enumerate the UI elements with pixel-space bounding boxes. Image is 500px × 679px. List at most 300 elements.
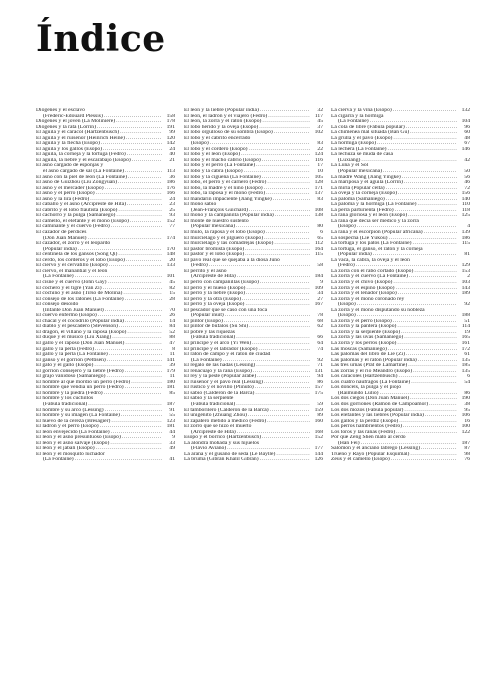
entry-title: Salomón y el anciano labrego (Lessing)	[331, 446, 421, 452]
entry-title: El león y el jabalí (Esopo)	[36, 446, 95, 452]
page-number: 70	[169, 307, 175, 313]
index-entry	[36, 269, 175, 280]
page-number: 42	[464, 157, 470, 163]
page-number: 122	[461, 429, 470, 435]
entry-title: El pavo real que se quejaba a la diosa Juno	[184, 257, 280, 263]
page-number: 153	[461, 268, 470, 274]
page-number: 15	[169, 291, 175, 297]
entry-title: El zorro que se hizo el muerto	[184, 424, 252, 430]
dot-leader	[393, 108, 457, 114]
page-number: 65	[317, 235, 323, 241]
page-number: 115	[314, 252, 323, 258]
page-number: 50	[464, 169, 470, 175]
page-number: 174	[166, 235, 175, 241]
entry-title: La mirla (Popular celta)	[331, 185, 385, 191]
entry-title: La mariposa y el águila (Lorrin)	[331, 180, 403, 186]
page-number: 108	[314, 207, 323, 213]
entry-title: La cigarra y la hormiga	[331, 113, 384, 119]
entry-title: El hombre y la piedra (Fedro)	[36, 390, 103, 396]
entry-title: El águila y el ruiseñor (Heinrich Heine)	[36, 135, 125, 141]
entry-title: El cazador de perdices	[36, 230, 87, 236]
entry-title: La Luna y el Sol	[331, 163, 369, 169]
entry-title: El águila, la corneja y la tortuga (Fedro)	[36, 152, 126, 158]
entry-title: La zorra y los perros (Esopo)	[331, 340, 397, 346]
entry-title: (La Fontaine)	[43, 274, 74, 280]
index-entry	[36, 241, 175, 252]
entry-title: El ciervo, el manantial y el león	[36, 268, 108, 274]
index-entry	[184, 330, 323, 341]
entry-title: El consejo de los ratones (La Fontaine)	[36, 296, 124, 302]
index-entry-line	[331, 457, 470, 463]
entry-title: El monte de nuestro sustento	[184, 218, 249, 224]
dot-leader	[260, 457, 310, 463]
page-number: 25	[169, 207, 175, 213]
page-number: 185	[461, 363, 470, 369]
dot-leader	[273, 197, 310, 203]
entry-title: El gallo y el raposo (Don Juan Manuel)	[36, 340, 125, 346]
page-number: 20	[169, 257, 175, 263]
page-number: 62	[317, 324, 323, 330]
entry-title: El centinela de los gansos (Song Qi)	[36, 252, 118, 258]
page-number: 27	[317, 296, 323, 302]
page-number: 181	[166, 385, 175, 391]
page-number: 45	[317, 119, 323, 125]
page-number: 181	[166, 424, 175, 430]
entry-title: El cabrito y el lobo flautista (Esopo)	[36, 207, 118, 213]
entry-title: (Frédéric-Édouard Plessis)	[43, 113, 103, 119]
entry-title: (Popular india)	[43, 246, 77, 252]
entry-title: La zorra y la pantera (Esopo)	[331, 324, 397, 330]
entry-title: El hombre y los cuchillos	[36, 396, 94, 402]
entry-title: (Luxiang)	[338, 157, 361, 163]
entry-title: La rana gloriosa y el león (Esopo)	[331, 213, 408, 219]
index-entry-line	[184, 457, 323, 463]
entry-title: El príncipe y el arco (Yi Wen)	[184, 340, 252, 346]
entry-title: (Arcipreste de Hita)	[191, 429, 236, 435]
page-number: 61	[464, 352, 470, 358]
entry-title: El ladrón y el perro (Esopo)	[36, 424, 99, 430]
index-entry	[36, 302, 175, 313]
entry-title: (Esopo)	[338, 313, 356, 319]
entry-title: El perro y la liebre (Esopo)	[184, 291, 246, 297]
index-entry	[331, 219, 470, 230]
entry-title: El perro y la oveja (Esopo)	[184, 302, 245, 308]
page-number: 103	[461, 279, 470, 285]
entry-title: El rey y la peste (Popular árabe)	[184, 374, 257, 380]
entry-title: (Raimundo Lulio)	[338, 390, 379, 396]
entry-title: El zapatero metido a médico (Fedro)	[184, 418, 267, 424]
page-number: 11	[169, 352, 175, 358]
page-number: 156	[461, 191, 470, 197]
entry-title: El lobo y la cabra (Esopo)	[184, 169, 243, 175]
entry-title: El rústico y el novillo (Plinuto)	[184, 385, 254, 391]
page-number: 93	[169, 213, 175, 219]
entry-title: La grulla y el pavo (Esopo)	[331, 135, 393, 141]
page-number: 59	[317, 401, 323, 407]
page-number: 166	[166, 191, 175, 197]
entry-title: (Esopo)	[191, 141, 209, 147]
entry-title: La sospecha (Lie Yükou)	[331, 235, 388, 241]
entry-title: El perro y el hueso (Esopo)	[184, 285, 246, 291]
entry-title: La zorra y el mono coronado rey	[331, 296, 405, 302]
entry-title: El cazador, el zorro y el leopardo	[36, 241, 111, 247]
page-number: 165	[461, 335, 470, 341]
page-number: 110	[461, 202, 470, 208]
index-entry	[184, 424, 323, 435]
entry-title: El caballo y el asno (Arcipreste de Hita)	[36, 202, 126, 208]
page-number: 188	[461, 313, 470, 319]
page-number: 170	[166, 246, 175, 252]
entry-title: El perro con campanillas (Esopo)	[184, 279, 259, 285]
entry-title: El león y el asno presuntuoso (Esopo)	[36, 435, 121, 441]
page-number: 6	[467, 374, 470, 380]
entry-title: El asno con la piel de león (La Fontaine)	[36, 174, 128, 180]
entry-title: El sabio (Calderón de la Barca)	[184, 390, 255, 396]
page-number: 142	[166, 141, 175, 147]
entry-title: El perro y la otra (Esopo)	[184, 296, 242, 302]
page-number: 56	[464, 174, 470, 180]
index-entry	[331, 163, 470, 174]
page-number: 118	[461, 207, 470, 213]
page-number: 8	[172, 346, 175, 352]
index-entry	[184, 269, 323, 280]
page-number: 84	[169, 324, 175, 330]
entry-title: El cisne y el cuervo (John Gay)	[36, 279, 107, 285]
page-number: 48	[464, 135, 470, 141]
entry-title: (Popular india)	[338, 252, 372, 258]
entry-title: (Fedro)	[338, 263, 355, 269]
entry-title: La zorra con el rabo cortado (Esopo)	[331, 268, 414, 274]
page-number: 146	[461, 146, 470, 152]
entry-title: El gato y el gallo (Esopo)	[36, 363, 94, 369]
entry-title: Las palomas y el ratón (Popular india)	[331, 357, 417, 363]
index-entry	[331, 435, 470, 446]
entry-title: El lobo y la cigüeña (La Fontaine)	[184, 174, 261, 180]
page-number: 135	[461, 368, 470, 374]
entry-title: El mono sabio	[184, 202, 217, 208]
index-entry	[331, 152, 470, 163]
entry-title: El príncipe y el labrador (Esopo)	[184, 346, 258, 352]
page-number: 87	[464, 446, 470, 452]
page-number: 100	[461, 424, 470, 430]
entry-title: La bruma (Gibran Khalil Gibran)	[184, 457, 259, 463]
page-number: 177	[314, 446, 323, 452]
entry-title: El león, el ladrón y el viajero (Fedro)	[184, 113, 268, 119]
entry-title: El asno y la lira (Fedro)	[36, 196, 90, 202]
entry-title: La paloma (Samaniego)	[331, 196, 385, 202]
index-entry	[36, 108, 175, 119]
entry-title: Los cuatro náufragos (La Fontaine)	[331, 379, 411, 385]
entry-title: (Fedro)	[191, 263, 208, 269]
entry-title: El cerdo, los corderos y el lobo (Esopo)	[36, 257, 125, 263]
entry-title: La tortuga y los patos (La Fontaine)	[331, 241, 412, 247]
entry-title: La tortuga, el ganso, el ratón y la corneja	[331, 246, 423, 252]
entry-title: Los dos mozos (Fábula popular)	[331, 407, 404, 413]
entry-title: Los doncels, la pulga y el piojo	[331, 385, 402, 391]
entry-title: El asno de Guizhou (Liu Zongyuan)	[36, 180, 117, 186]
entry-title: El pastor bromista (Esopo)	[184, 246, 245, 252]
entry-title: La cierva y la viña (Esopo)	[331, 108, 392, 113]
page-number: 152	[314, 435, 323, 441]
dot-leader	[255, 391, 310, 397]
entry-title: (Popular mexicana)	[191, 224, 235, 230]
page-number: 184	[314, 274, 323, 280]
index-entry	[184, 441, 323, 452]
entry-title: El águila y el caracol (Hartzenbusch)	[36, 130, 120, 136]
page-number: 51	[464, 318, 470, 324]
entry-title: La zorra y el cuervo (La Fontaine)	[331, 274, 409, 280]
page-number: 19	[464, 329, 470, 335]
entry-title: Las palomas del libro de Lie (Zi)	[331, 352, 405, 358]
index-entry	[331, 247, 470, 258]
page-number: 179	[166, 368, 175, 374]
entry-title: El asno y el perro (Esopo)	[36, 191, 95, 197]
page-number: 83	[317, 141, 323, 147]
entry-title: El águila y la flecha (Esopo)	[36, 141, 100, 147]
entry-title: El perrito y el asno	[184, 268, 227, 274]
entry-title: (Fábula tradicional)	[191, 335, 236, 341]
entry-title: (Arcipreste de Hita)	[191, 274, 236, 280]
entry-title: el asno cargado de sal (La Fontaine)	[43, 169, 124, 175]
entry-title: El huevo de la cereza (Bresagier)	[36, 418, 111, 424]
page-number: 180	[166, 379, 175, 385]
index-entry	[184, 202, 323, 213]
page-number: 81	[464, 252, 470, 258]
entry-title: El murciélago y el jilguero (Esopo)	[184, 235, 264, 241]
entry-title: La zorra y el perro (Esopo)	[331, 318, 392, 324]
page-number: 187	[461, 440, 470, 446]
page-number: 17	[317, 163, 323, 169]
dot-leader	[111, 224, 162, 230]
page-number: 106	[461, 413, 470, 419]
page-number: 37	[317, 124, 323, 130]
page-number: 55	[169, 413, 175, 419]
page-number: 2	[467, 274, 470, 280]
entry-title: (Popular mexicana)	[338, 169, 382, 175]
page-number: 140	[461, 196, 470, 202]
index-entry	[331, 297, 470, 308]
page-number: 92	[317, 357, 323, 363]
page-number: 131	[314, 368, 323, 374]
index-column-2	[184, 108, 323, 463]
entry-title: Trueno y Rayo (Popular Esquimal)	[331, 451, 410, 457]
entry-title: Los dos ciegos (Don Juan Manuel)	[331, 396, 410, 402]
entry-title: Los elefantes y las liebres (Popular india)	[331, 413, 424, 419]
page-number: 9	[172, 435, 175, 441]
entry-title: La lechuza se muda de casa	[331, 152, 393, 158]
entry-title: El lobo, el perro y el carnero (Fedro)	[184, 180, 267, 186]
page-number: 24	[169, 196, 175, 202]
page-number: 76	[464, 457, 470, 463]
page-number: 4	[467, 224, 470, 230]
page-number: 14	[169, 318, 175, 324]
page-number: 60	[464, 130, 470, 136]
entry-title: Los perros hambrientos (Fedro)	[331, 424, 402, 430]
entry-title: El chacal y el cocodrilo (Popular india)	[36, 318, 124, 324]
entry-title: El sabio y la serpiente	[184, 396, 234, 402]
entry-title: El lobo y el león (Esopo)	[184, 152, 241, 158]
page-number: 34	[317, 291, 323, 297]
entry-title: La alondra mohada y sus hijuelos	[184, 440, 260, 446]
page-number: 89	[317, 413, 323, 419]
entry-title: Diógenes y el esclavo	[36, 108, 85, 113]
entry-title: El ganso y el gorrión (Pettisen)	[36, 357, 106, 363]
page-number: 36	[169, 174, 175, 180]
entry-title: Las moscas (Samaniego)	[331, 346, 387, 352]
index-entry	[184, 352, 323, 363]
index-entry	[36, 452, 175, 463]
entry-title: (La Fontaine)	[191, 357, 222, 363]
entry-title: (Han Fei)	[338, 440, 360, 446]
entry-title: La zorra y el espino (Esopo)	[331, 285, 395, 291]
entry-title: El lobo y el macho cabrío (Esopo)	[184, 157, 261, 163]
entry-title: El águila, la liebre y el escarabajo (Esopo)	[36, 157, 131, 163]
entry-title: Las zorras y el río Meandro (Esopo)	[331, 368, 413, 374]
page-number: 143	[461, 285, 470, 291]
entry-title: Por qué Zeng Shen mató al cerdo	[331, 435, 406, 441]
entry-title: La zorra y las uvas (Samaniego)	[331, 335, 404, 341]
entry-title: El tamborilero (Calderón de la Barca)	[184, 407, 269, 413]
page-number: 39	[169, 363, 175, 369]
entry-title: El hombre y su arco (Lessing)	[36, 407, 104, 413]
entry-title: El cachorro y la pulga (Samaniego)	[36, 213, 116, 219]
page-number: 22	[317, 146, 323, 152]
dot-leader	[75, 457, 162, 463]
page-number: 137	[314, 191, 323, 197]
page-number: 175	[314, 390, 323, 396]
page-number: 126	[314, 457, 323, 463]
page-number: 148	[166, 252, 175, 258]
page-number: 161	[461, 340, 470, 346]
page-number: 132	[461, 108, 470, 113]
page-number: 186	[166, 180, 175, 186]
page-number: 41	[169, 457, 175, 463]
entry-title: La oveja y la corneja (Esopo)	[331, 191, 398, 197]
entry-title: El pintor de búfalos (Su Shi)	[184, 324, 249, 330]
entry-title: El lobo, la madre y el niño (Esopo)	[184, 185, 263, 191]
entry-title: El león y la liebre (Popular india)	[184, 108, 259, 113]
page-number: 160	[314, 418, 323, 424]
index-entry-line	[36, 457, 175, 463]
entry-title: La lechera (La Fontaine)	[331, 146, 387, 152]
page-number: 80	[317, 224, 323, 230]
page-number: 6	[320, 230, 323, 236]
page-number: 178	[166, 119, 175, 125]
page-number: 190	[461, 396, 470, 402]
page-number: 104	[461, 119, 470, 125]
index-entry	[36, 230, 175, 241]
entry-title: Diógenes y el joven (La Molinière)	[36, 119, 116, 125]
index-entry	[36, 396, 175, 407]
entry-title: El renacuajo y la rana (Esopo)	[184, 368, 252, 374]
page-number: 124	[314, 152, 323, 158]
page-number: 88	[169, 335, 175, 341]
page-number: 129	[461, 263, 470, 269]
entry-title: El ciervo y el cervatillo (Esopo)	[36, 263, 108, 269]
index-column-1	[36, 108, 175, 463]
dot-leader	[267, 419, 310, 425]
page-title: Índice	[36, 18, 166, 60]
page-number: 71	[317, 363, 323, 369]
page-number: 99	[169, 130, 175, 136]
page-number: 144	[314, 451, 323, 457]
entry-title: El murciélago y las comadrejas (Esopo)	[184, 241, 274, 247]
entry-title: La zorra y el mono disputando su nobleza	[331, 307, 425, 313]
entry-title: Las tres urnas (Prat de Lamartine)	[331, 363, 408, 369]
page-number: 128	[314, 180, 323, 186]
page-number: 172	[461, 346, 470, 352]
entry-title: El gallo y la perla (Fedro)	[36, 346, 94, 352]
entry-title: La paloma y la hormiga (La Fontaine)	[331, 202, 417, 208]
page-number: 38	[464, 401, 470, 407]
index-entry	[331, 457, 470, 463]
page-number: 26	[169, 313, 175, 319]
page-number: 49	[169, 446, 175, 452]
page-number: 23	[169, 202, 175, 208]
page-number: 47	[169, 340, 175, 346]
page-number: 157	[314, 385, 323, 391]
entry-title: La madre Wang (Jiang Yingke)	[331, 174, 401, 180]
dot-leader	[387, 147, 457, 153]
entry-title: El cochero y el tigre (Yan Zi)	[36, 285, 102, 291]
index-column-3	[331, 108, 470, 463]
entry-title: La araña y el gusano de seda (Le Baylle)	[184, 451, 276, 457]
dot-leader	[411, 380, 457, 386]
entry-title: La hormiga (Esopo)	[331, 141, 377, 147]
page-number: 92	[464, 302, 470, 308]
page-number: 77	[169, 224, 175, 230]
page-number: 101	[166, 274, 175, 280]
page-number: 186	[461, 235, 470, 241]
entry-title: Los gallos y la perdiz (Esopo)	[331, 418, 399, 424]
entry-title: (La Fontaine)	[338, 119, 369, 125]
index-entry	[184, 396, 323, 407]
entry-title: El león, la zorra y el ratón (Esopo)	[184, 119, 262, 125]
index-entry	[331, 385, 470, 396]
page-number: 105	[314, 174, 323, 180]
entry-title: El camello, el elefante y el mono (Esopo)	[36, 218, 129, 224]
page-number: 159	[314, 407, 323, 413]
page-number: 82	[169, 285, 175, 291]
page-number: 58	[317, 263, 323, 269]
page-number: 11	[169, 374, 175, 380]
entry-title: El pescador que se casó con una foca	[184, 307, 268, 313]
entry-title: (La Fontaine)	[43, 457, 74, 463]
page-number: 85	[169, 390, 175, 396]
entry-title: La perra parturienta (Fedro)	[331, 207, 394, 213]
page-number: 66	[317, 335, 323, 341]
dot-leader	[275, 213, 310, 219]
page-number: 164	[314, 246, 323, 252]
dot-leader	[132, 158, 162, 164]
page-number: 52	[169, 329, 175, 335]
page-number: 67	[464, 141, 470, 147]
dot-leader	[262, 435, 310, 441]
entry-title: El mandarín impaciente (Jiang Yingke)	[184, 196, 272, 202]
dot-leader	[109, 263, 162, 269]
page-number: 40	[169, 152, 175, 158]
entry-title: El lobo y el perro (La Fontaine)	[184, 163, 256, 169]
page-number: 16	[464, 418, 470, 424]
entry-title: El dragón, el villano y la raposa (Esopo)	[36, 329, 127, 335]
page-number: 191	[166, 124, 175, 130]
index-entry	[36, 163, 175, 174]
dot-leader	[361, 158, 457, 164]
entry-title: El ruiseñor y el pavo real (Lessing)	[184, 379, 263, 385]
page-number: 158	[166, 113, 175, 119]
entry-title: El león envejecido (La Fontaine)	[36, 429, 110, 435]
entry-title: El ratón de campo y el ratón de ciudad	[184, 352, 271, 358]
